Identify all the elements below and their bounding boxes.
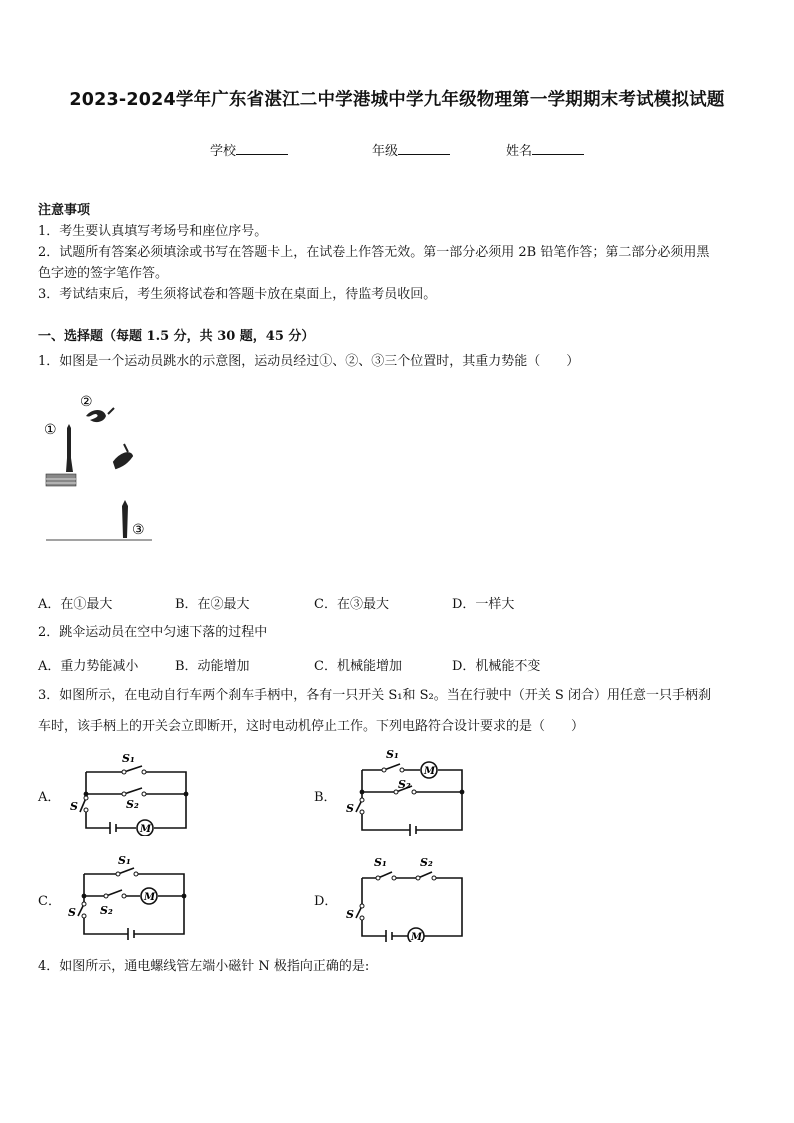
label-s1: S₁: [122, 752, 135, 765]
circuit-a: [68, 748, 198, 836]
notice-item-2: 2．试题所有答案必须填涂或书写在答题卡上，在试卷上作答无效。第一部分必须用 2B 铅笔作答；第二部分必须用黑: [38, 245, 710, 260]
label-s2: S₂: [100, 904, 113, 917]
motor-label: M: [144, 892, 156, 903]
q1-option-d[interactable]: D．一样大: [452, 597, 515, 612]
q1-option-a[interactable]: A．在①最大: [38, 597, 113, 612]
q1-stem: 1．如图是一个运动员跳水的示意图，运动员经过①、②、③三个位置时，其重力势能（ ）: [38, 354, 580, 369]
q3-option-c[interactable]: C．: [38, 894, 61, 909]
label-position-1: ①: [44, 422, 57, 438]
q3-stem-line2: 车时，该手柄上的开关会立即断开，这时电动机停止工作。下列电路符合设计要求的是（ ）: [38, 719, 585, 734]
q1-option-c[interactable]: C．在③最大: [314, 597, 389, 612]
school-field: [210, 140, 288, 159]
q2-stem: 2．跳伞运动员在空中匀速下落的过程中: [38, 625, 268, 640]
notice-item-3: 3．考试结束后，考生须将试卷和答题卡放在桌面上，待监考员收回。: [38, 287, 437, 302]
motor-label: M: [424, 766, 436, 777]
diver-midair: [114, 444, 132, 468]
school-label: 学校: [210, 144, 237, 159]
label-s2: S₂: [398, 778, 411, 791]
name-blank: [532, 142, 584, 155]
q2-option-b[interactable]: B．动能增加: [175, 659, 250, 674]
label-s2: S₂: [126, 798, 139, 811]
notice-item-2-cont: 色字迹的签字笔作答。: [38, 266, 169, 281]
label-s1: S₁: [118, 854, 131, 867]
label-s: S: [346, 802, 354, 815]
name-label: 姓名: [506, 144, 533, 159]
grade-field: [372, 140, 450, 159]
school-blank: [236, 142, 288, 155]
diving-figure: [40, 388, 170, 548]
q2-option-c[interactable]: C．机械能增加: [314, 659, 402, 674]
diver-position-1: [66, 424, 73, 472]
diver-position-3: [122, 500, 128, 538]
circuit-c: [66, 852, 196, 942]
notice-item-1: 1．考生要认真填写考场号和座位序号。: [38, 224, 268, 239]
diving-platform: [46, 474, 76, 486]
grade-blank: [398, 142, 450, 155]
diver-position-2: [86, 410, 106, 422]
q1-option-b[interactable]: B．在②最大: [175, 597, 250, 612]
label-s: S: [70, 800, 78, 813]
section-heading: 一、选择题（每题 1.5 分，共 30 题，45 分）: [38, 329, 315, 344]
label-s: S: [68, 906, 76, 919]
circuit-b: [344, 744, 474, 836]
label-position-2: ②: [80, 394, 93, 410]
q3-option-b[interactable]: B．: [314, 790, 337, 805]
q2-option-a[interactable]: A．重力势能减小: [38, 659, 139, 674]
label-s1: S₁: [386, 748, 399, 761]
label-s2: S₂: [420, 856, 433, 869]
grade-label: 年级: [372, 144, 399, 159]
q3-option-d[interactable]: D．: [314, 894, 338, 909]
q2-option-d[interactable]: D．机械能不变: [452, 659, 541, 674]
q3-option-a[interactable]: A．: [38, 790, 61, 805]
label-s1: S₁: [374, 856, 387, 869]
notice-heading: 注意事项: [38, 203, 91, 218]
name-field: [506, 140, 584, 159]
label-position-3: ③: [132, 522, 145, 538]
q4-stem: 4．如图所示，通电螺线管左端小磁针 N 极指向正确的是:: [38, 959, 370, 974]
motor-label: M: [411, 932, 423, 942]
label-s: S: [346, 908, 354, 921]
motor-label: M: [140, 824, 152, 835]
circuit-d: [344, 852, 474, 942]
exam-title: 2023-2024学年广东省湛江二中学港城中学九年级物理第一学期期末考试模拟试题: [69, 90, 725, 110]
q3-stem-line1: 3．如图所示，在电动自行车两个刹车手柄中，各有一只开关 S₁和 S₂。当在行驶中（开关 S 闭合）用任意一只手柄刹: [38, 688, 711, 703]
